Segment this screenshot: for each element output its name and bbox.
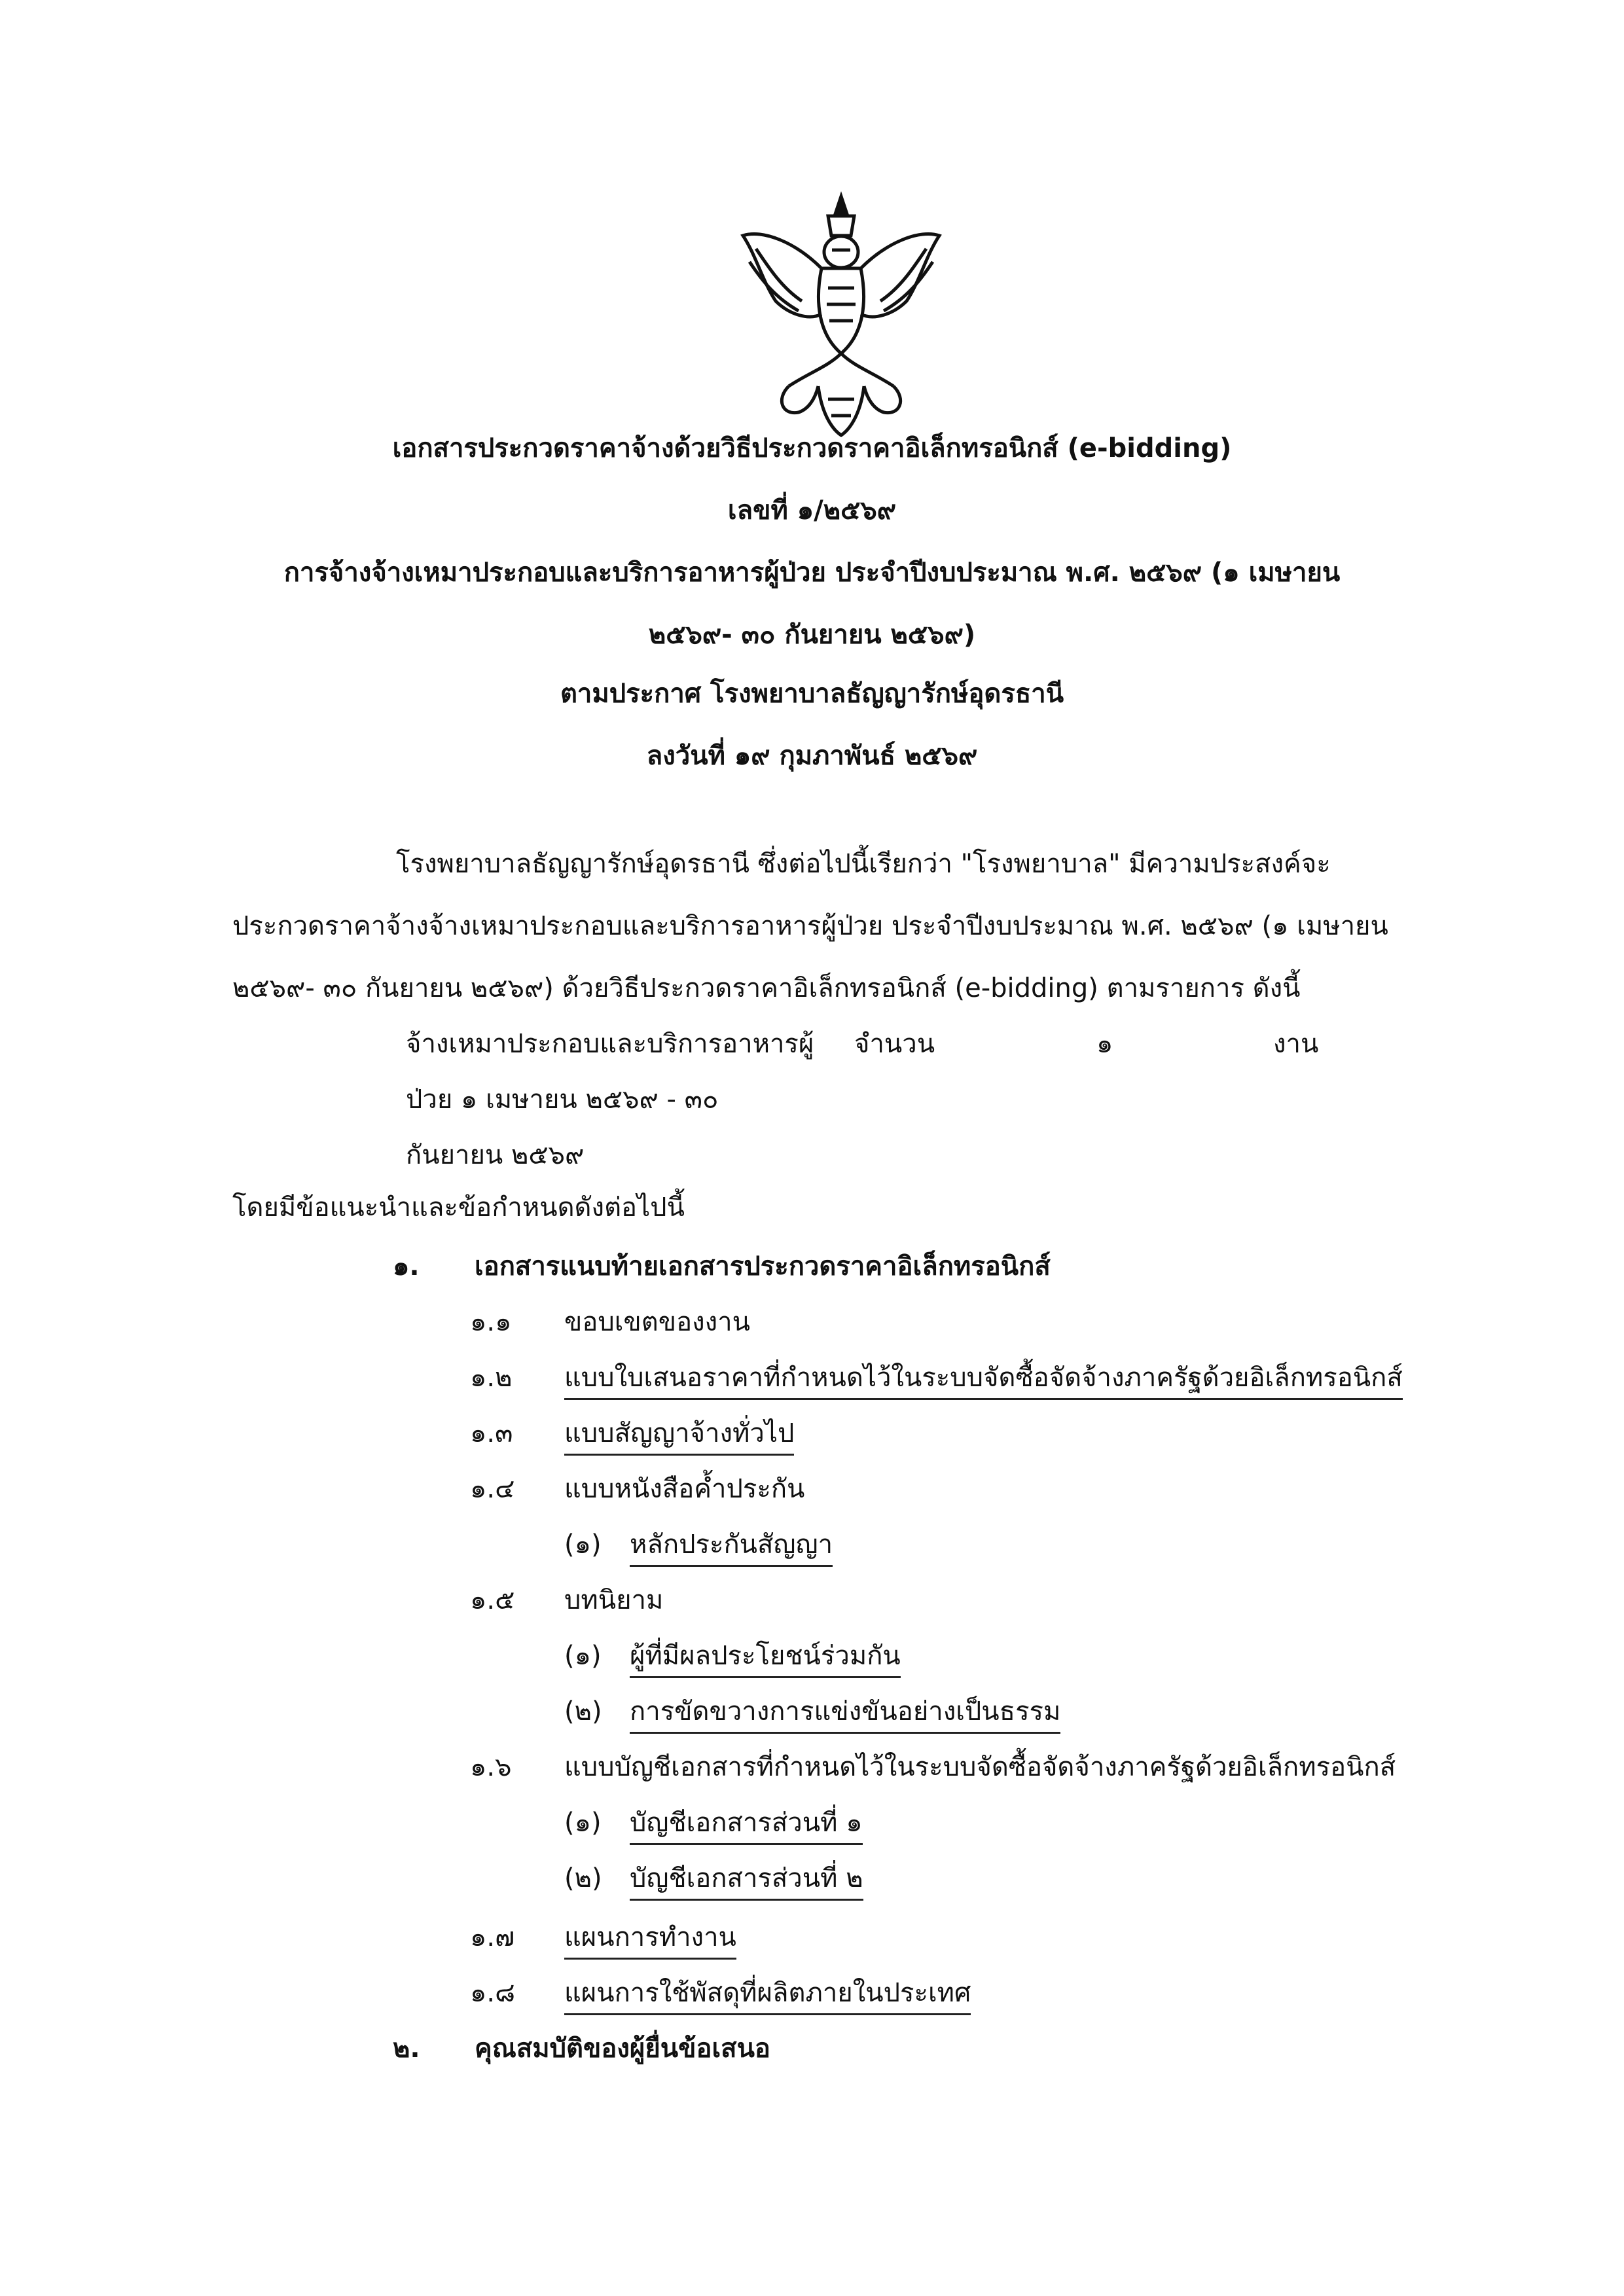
item-1-5-number: ๑.๕ [470, 1585, 515, 1615]
intro-line-3: ๒๕๖๙- ๓๐ กันยายน ๒๕๖๙) ด้วยวิธีประกวดราคาอิเล็กทรอนิกส์ (e-bidding) ตามรายการ ดังนี้ [232, 973, 1301, 1003]
item-1-3-link[interactable]: แบบสัญญาจ้างทั่วไป [564, 1418, 794, 1456]
item-description-line-2: ป่วย ๑ เมษายน ๒๕๖๙ - ๓๐ [406, 1085, 719, 1115]
item-1-6-number: ๑.๖ [470, 1752, 512, 1782]
item-description-line-1: จ้างเหมาประกอบและบริการอาหารผู้ [406, 1029, 814, 1059]
item-1-1-text: ขอบเขตของงาน [564, 1307, 750, 1337]
item-1-6-sub-2-wrap [630, 1859, 863, 1898]
item-1-5-sub-1-wrap [630, 1636, 901, 1676]
section-2-title: คุณสมบัติของผู้ยื่นข้อเสนอ [475, 2034, 770, 2064]
item-1-5-text: บทนิยาม [564, 1585, 664, 1615]
item-1-5-sub-2-link[interactable]: การขัดขวางการแข่งขันอย่างเป็นธรรม [630, 1696, 1060, 1734]
subject-line-2: ๒๕๖๙- ๓๐ กันยายน ๒๕๖๙) [648, 620, 976, 650]
section-1-title: เอกสารแนบท้ายเอกสารประกวดราคาอิเล็กทรอนิกส์ [475, 1251, 1051, 1282]
item-1-7-number: ๑.๗ [470, 1922, 515, 1952]
item-1-4-sub-1-number: (๑) [564, 1530, 602, 1560]
item-1-4-text: แบบหนังสือค้ำประกัน [564, 1474, 805, 1504]
item-1-3-wrap [564, 1414, 794, 1453]
guidance-line: โดยมีข้อแนะนำและข้อกำหนดดังต่อไปนี้ [232, 1193, 685, 1223]
item-1-7-wrap [564, 1918, 736, 1957]
item-1-5-sub-1-number: (๑) [564, 1641, 602, 1671]
item-1-8-link[interactable]: แผนการใช้พัสดุที่ผลิตภายในประเทศ [564, 1978, 971, 2015]
item-1-6-sub-1-link[interactable]: บัญชีเอกสารส่วนที่ ๑ [630, 1808, 863, 1845]
item-1-6-text: แบบบัญชีเอกสารที่กำหนดไว้ในระบบจัดซื้อจัดจ้างภาครัฐด้วยอิเล็กทรอนิกส์ [564, 1752, 1396, 1782]
item-1-8-number: ๑.๘ [470, 1978, 515, 2008]
item-description-line-3: กันยายน ๒๕๖๙ [406, 1140, 585, 1170]
item-1-6-sub-1-wrap [630, 1803, 863, 1842]
item-quantity-label: จำนวน [854, 1029, 935, 1059]
item-1-5-sub-2-number: (๒) [564, 1696, 602, 1727]
item-1-1-number: ๑.๑ [470, 1307, 512, 1337]
subject-line-1: การจ้างจ้างเหมาประกอบและบริการอาหารผู้ป่วย ประจำปีงบประมาณ พ.ศ. ๒๕๖๙ (๑ เมษายน [283, 558, 1341, 588]
item-1-4-sub-1-wrap [630, 1525, 833, 1564]
item-1-6-sub-2-number: (๒) [564, 1863, 602, 1893]
intro-line-1: โรงพยาบาลธัญญารักษ์อุดรธานี ซึ่งต่อไปนี้เรียกว่า "โรงพยาบาล" มีความประสงค์จะ [396, 849, 1331, 879]
item-1-4-sub-1-link[interactable]: หลักประกันสัญญา [630, 1530, 833, 1567]
section-1-number: ๑. [393, 1251, 420, 1282]
item-unit: งาน [1273, 1029, 1319, 1059]
garuda-emblem-icon [736, 190, 946, 439]
item-1-2-link[interactable]: แบบใบเสนอราคาที่กำหนดไว้ในระบบจัดซื้อจัดจ้างภาครัฐด้วยอิเล็กทรอนิกส์ [564, 1363, 1403, 1400]
document-title: เอกสารประกวดราคาจ้างด้วยวิธีประกวดราคาอิเล็กทรอนิกส์ (e-bidding) [392, 433, 1232, 463]
item-1-6-sub-2-link[interactable]: บัญชีเอกสารส่วนที่ ๒ [630, 1863, 863, 1901]
item-1-5-sub-1-link[interactable]: ผู้ที่มีผลประโยชน์ร่วมกัน [630, 1641, 901, 1678]
intro-line-2: ประกวดราคาจ้างจ้างเหมาประกอบและบริการอาหารผู้ป่วย ประจำปีงบประมาณ พ.ศ. ๒๕๖๙ (๑ เมษายน [232, 911, 1388, 941]
item-1-8-wrap [564, 1973, 971, 2013]
item-1-2-wrap [564, 1358, 1403, 1397]
item-1-7-link[interactable]: แผนการทำงาน [564, 1922, 736, 1960]
item-1-4-number: ๑.๔ [470, 1474, 515, 1504]
announcement-line: ตามประกาศ โรงพยาบาลธัญญารักษ์อุดรธานี [560, 679, 1064, 709]
section-2-number: ๒. [393, 2034, 420, 2064]
item-1-2-number: ๑.๒ [470, 1363, 513, 1393]
item-1-5-sub-2-wrap [630, 1692, 1060, 1731]
announcement-date: ลงวันที่ ๑๙ กุมภาพันธ์ ๒๕๖๙ [646, 741, 978, 771]
item-quantity-value: ๑ [1096, 1029, 1113, 1059]
item-1-3-number: ๑.๓ [470, 1418, 513, 1448]
document-number: เลขที่ ๑/๒๕๖๙ [727, 495, 897, 526]
item-1-6-sub-1-number: (๑) [564, 1808, 602, 1838]
